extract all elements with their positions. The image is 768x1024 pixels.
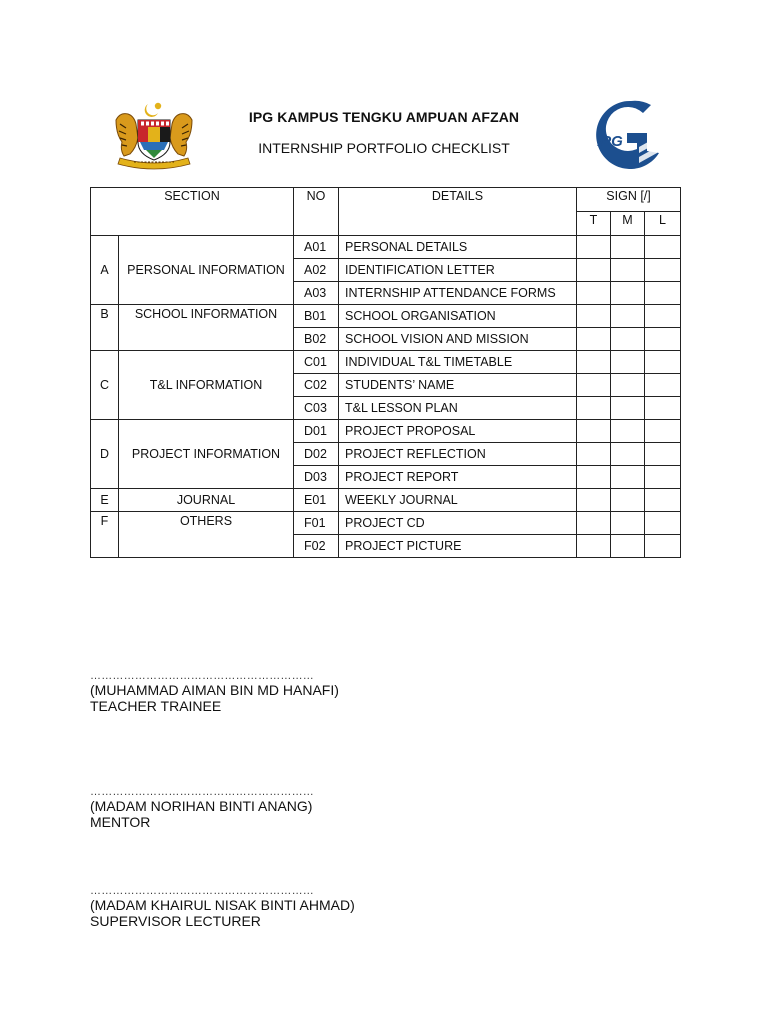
section-code: E [91,489,119,512]
sign-t-cell[interactable] [577,535,611,558]
sign-m-cell[interactable] [611,282,645,305]
item-detail: INTERNSHIP ATTENDANCE FORMS [339,282,577,305]
item-detail: INDIVIDUAL T&L TIMETABLE [339,351,577,374]
sign-t-cell[interactable] [577,466,611,489]
section-code: A [91,236,119,305]
item-no: C02 [294,374,339,397]
ipg-logo-icon [593,99,661,173]
sign-m-cell[interactable] [611,236,645,259]
item-detail: IDENTIFICATION LETTER [339,259,577,282]
sign-m-cell[interactable] [611,259,645,282]
sign-t-cell[interactable] [577,236,611,259]
sign-t-cell[interactable] [577,328,611,351]
item-no: A03 [294,282,339,305]
sign-l-cell[interactable] [645,259,681,282]
table-row [91,236,681,259]
table-row [91,351,681,374]
sign-l-cell[interactable] [645,282,681,305]
sign-l-cell[interactable] [645,374,681,397]
item-no: A02 [294,259,339,282]
section-header: SECTION [91,188,294,236]
sign-m-cell[interactable] [611,328,645,351]
item-no: D02 [294,443,339,466]
signatory-role: TEACHER TRAINEE [90,698,222,714]
sign-t-cell[interactable] [577,489,611,512]
signature-block-supervisor [90,885,355,929]
sign-l-cell[interactable] [645,397,681,420]
signatory-name: (MUHAMMAD AIMAN BIN MD HANAFI) [90,682,339,698]
sign-l-cell[interactable] [645,512,681,535]
item-detail: PROJECT REPORT [339,466,577,489]
item-detail: PROJECT CD [339,512,577,535]
sign-m-cell[interactable] [611,535,645,558]
section-name: JOURNAL [119,489,294,512]
item-no: D01 [294,420,339,443]
item-no: E01 [294,489,339,512]
sign-m-cell[interactable] [611,489,645,512]
details-header: DETAILS [339,188,577,236]
item-no: B02 [294,328,339,351]
sign-l-cell[interactable] [645,420,681,443]
signature-block-trainee [90,670,339,714]
sign-t-cell[interactable] [577,512,611,535]
table-row [91,420,681,443]
sign-l-header: L [645,212,681,236]
section-name: PROJECT INFORMATION [119,420,294,489]
item-detail: PROJECT PROPOSAL [339,420,577,443]
item-detail: SCHOOL ORGANISATION [339,305,577,328]
sign-m-cell[interactable] [611,397,645,420]
sign-m-cell[interactable] [611,420,645,443]
sign-t-cell[interactable] [577,443,611,466]
sign-l-cell[interactable] [645,328,681,351]
signatory-name: (MADAM KHAIRUL NISAK BINTI AHMAD) [90,897,355,913]
sign-m-cell[interactable] [611,443,645,466]
no-header: NO [294,188,339,236]
item-detail: SCHOOL VISION AND MISSION [339,328,577,351]
item-detail: PROJECT REFLECTION [339,443,577,466]
sign-m-header: M [611,212,645,236]
signature-line[interactable]: …………………………………………………… [90,786,314,798]
sign-m-cell[interactable] [611,374,645,397]
section-code: F [91,512,119,558]
document-title: INTERNSHIP PORTFOLIO CHECKLIST [258,140,510,156]
sign-l-cell[interactable] [645,351,681,374]
section-code: C [91,351,119,420]
section-code: B [91,305,119,351]
sign-t-cell[interactable] [577,351,611,374]
table-row [91,305,681,328]
item-detail: WEEKLY JOURNAL [339,489,577,512]
sign-t-cell[interactable] [577,259,611,282]
signature-line[interactable]: …………………………………………………… [90,885,314,897]
ipg-logo-text: iPG [597,133,623,150]
item-detail: T&L LESSON PLAN [339,397,577,420]
portfolio-checklist-table [90,187,681,558]
sign-l-cell[interactable] [645,466,681,489]
signatory-name: (MADAM NORIHAN BINTI ANANG) [90,798,313,814]
item-detail: STUDENTS’ NAME [339,374,577,397]
sign-m-cell[interactable] [611,305,645,328]
sign-m-cell[interactable] [611,351,645,374]
item-detail: PERSONAL DETAILS [339,236,577,259]
signature-line[interactable]: …………………………………………………… [90,670,314,682]
item-detail: PROJECT PICTURE [339,535,577,558]
institution-title: IPG KAMPUS TENGKU AMPUAN AFZAN [248,109,520,125]
section-name: PERSONAL INFORMATION [119,236,294,305]
item-no: C03 [294,397,339,420]
table-row [91,512,681,535]
item-no: F02 [294,535,339,558]
sign-l-cell[interactable] [645,236,681,259]
item-no: F01 [294,512,339,535]
item-no: D03 [294,466,339,489]
sign-t-cell[interactable] [577,374,611,397]
sign-t-header: T [577,212,611,236]
sign-header: SIGN [/] [577,188,681,212]
malaysia-coat-of-arms-icon [110,98,198,170]
sign-l-cell[interactable] [645,305,681,328]
section-name: T&L INFORMATION [119,351,294,420]
item-no: A01 [294,236,339,259]
sign-t-cell[interactable] [577,305,611,328]
signatory-role: MENTOR [90,814,151,830]
item-no: C01 [294,351,339,374]
sign-t-cell[interactable] [577,282,611,305]
sign-m-cell[interactable] [611,512,645,535]
signatory-role: SUPERVISOR LECTURER [90,913,261,929]
signature-block-mentor [90,786,314,830]
sign-l-cell[interactable] [645,443,681,466]
section-name: OTHERS [119,512,294,558]
sign-m-cell[interactable] [611,466,645,489]
item-no: B01 [294,305,339,328]
section-code: D [91,420,119,489]
section-name: SCHOOL INFORMATION [119,305,294,351]
sign-t-cell[interactable] [577,420,611,443]
sign-t-cell[interactable] [577,397,611,420]
table-row [91,489,681,512]
sign-l-cell[interactable] [645,489,681,512]
sign-l-cell[interactable] [645,535,681,558]
